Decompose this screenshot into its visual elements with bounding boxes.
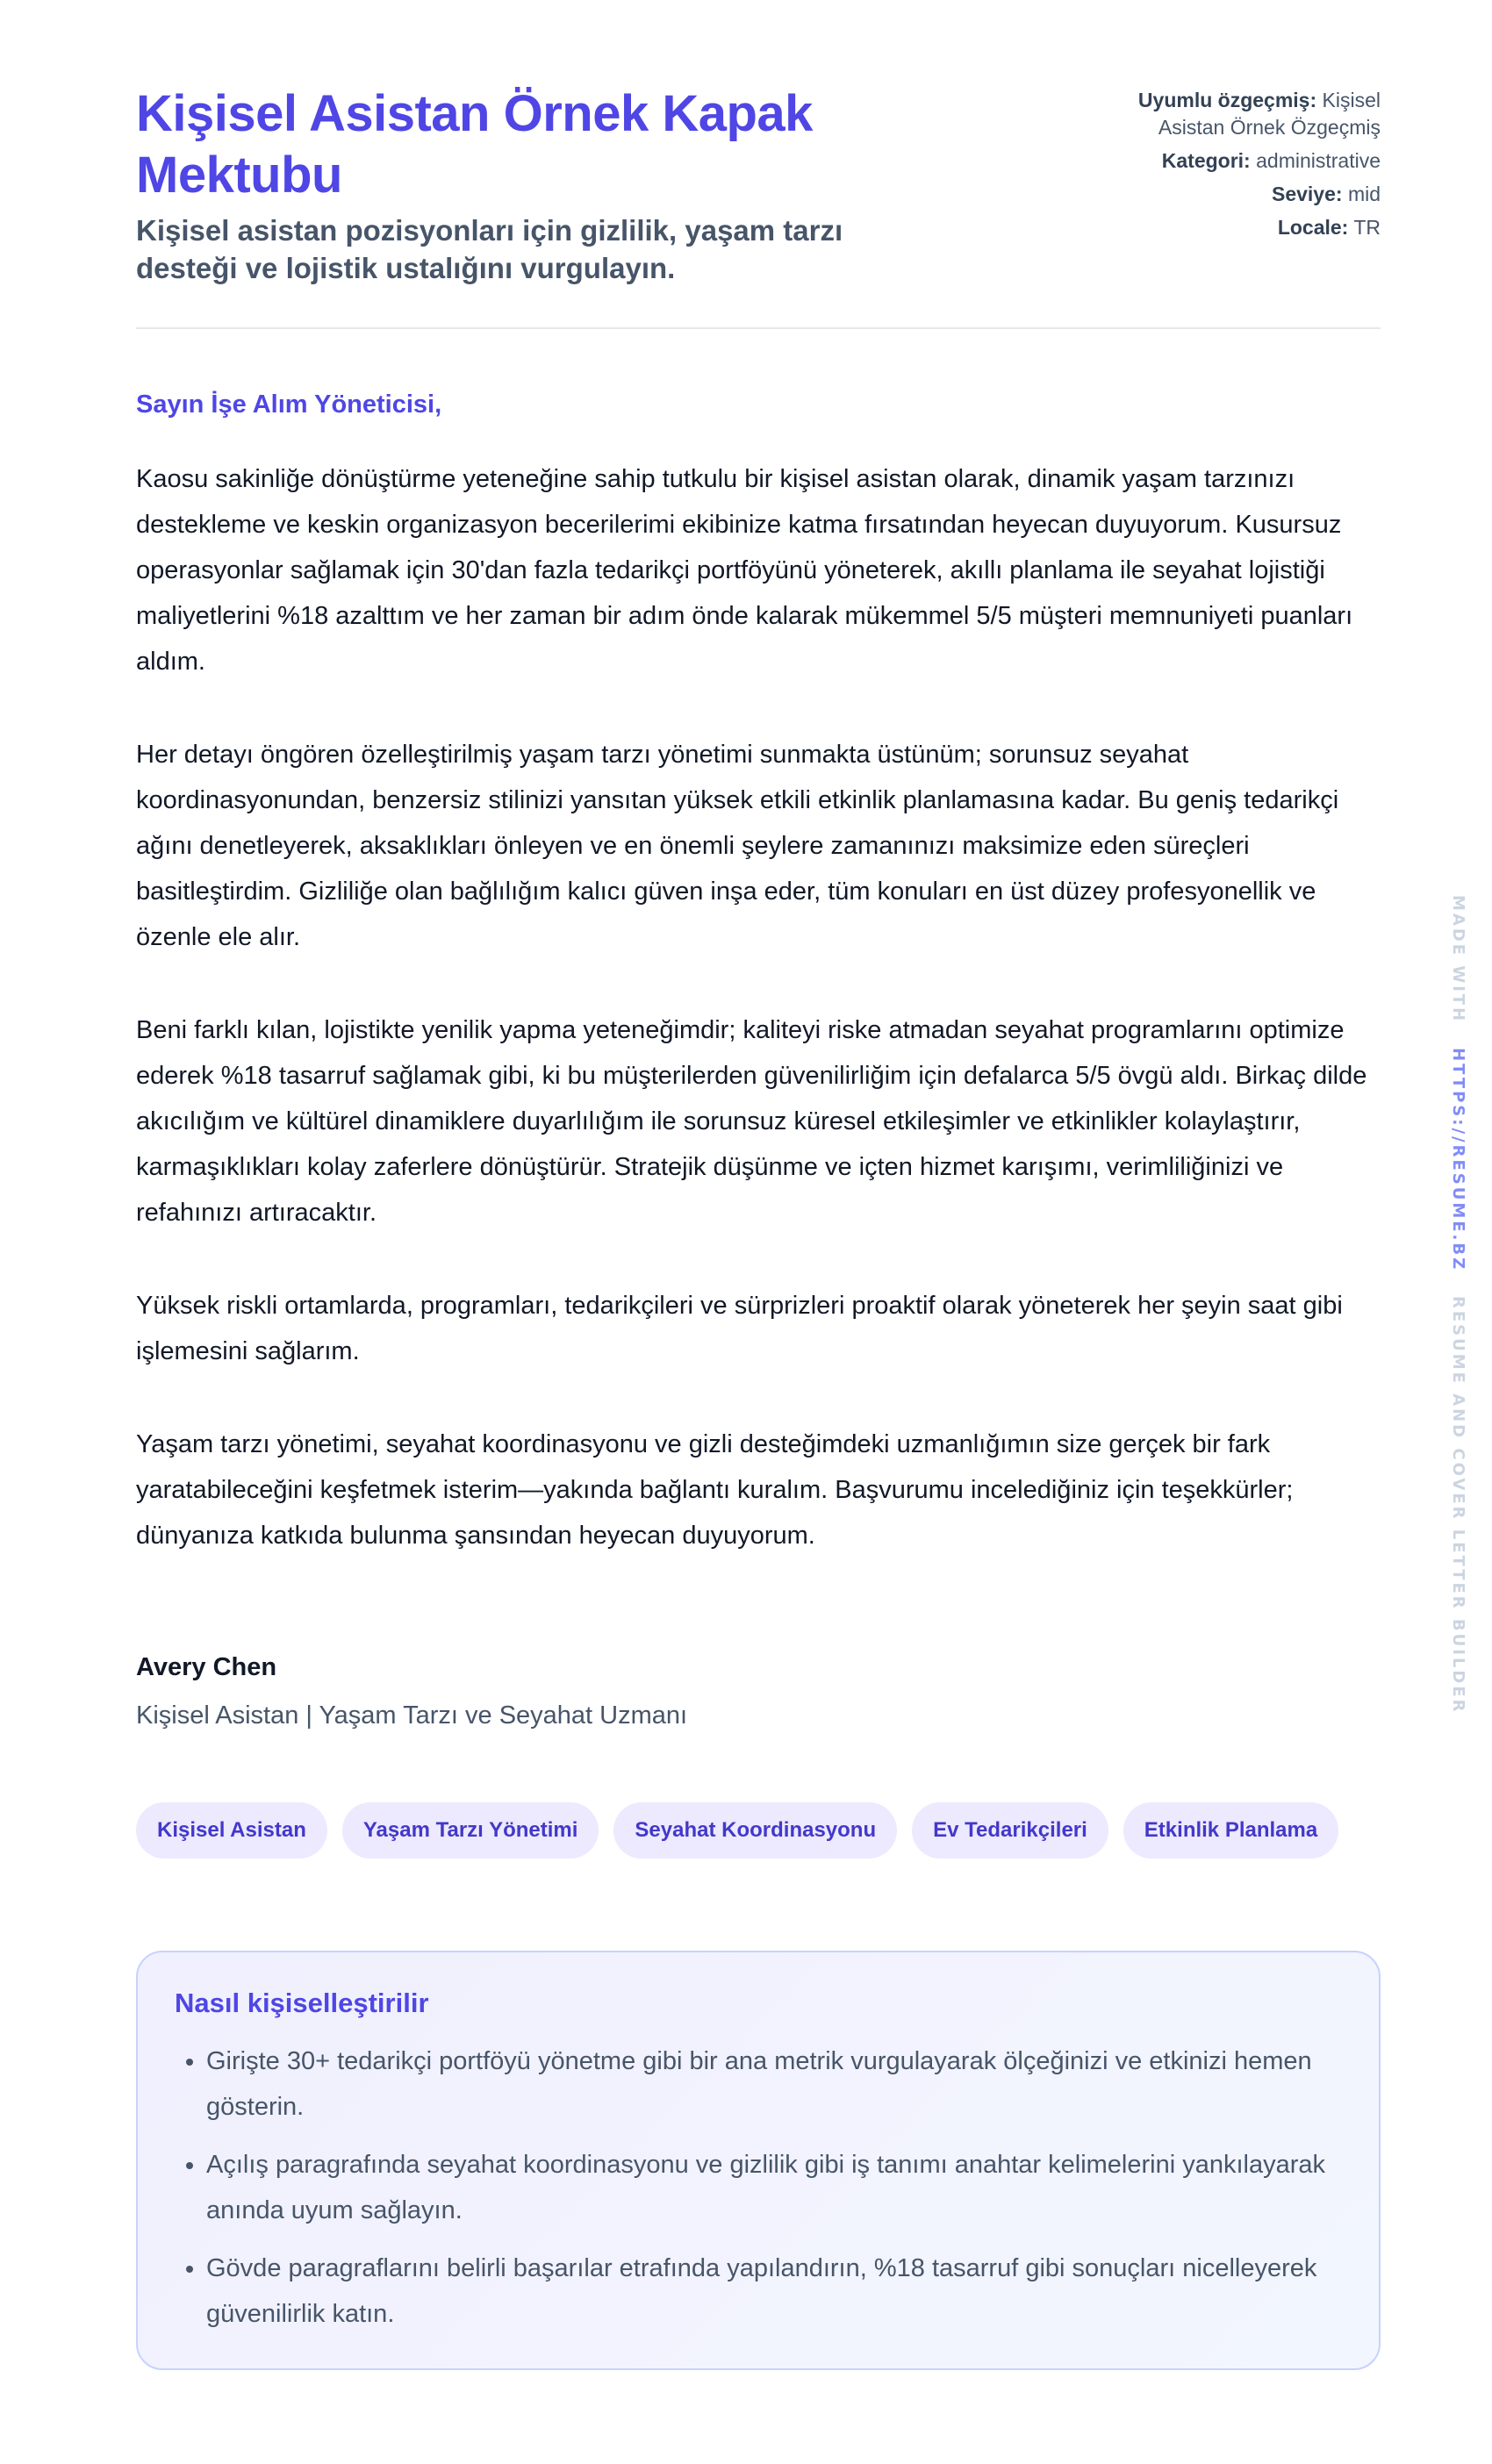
meta-category-value: administrative bbox=[1256, 149, 1381, 172]
page-title: Kişisel Asistan Örnek Kapak Mektubu bbox=[136, 85, 813, 204]
credit-prefix: MADE WITH bbox=[1449, 895, 1467, 1024]
tips-card bbox=[136, 1951, 1381, 2370]
salutation: Sayın İşe Alım Yöneticisi, bbox=[136, 390, 442, 419]
tip-item: • Girişte 30+ tedarikçi portföyü yönetme gibi bir ana metrik vurgulayarak ölçeğinizi ve etkinizi hemen gösterin. bbox=[206, 2038, 1342, 2130]
credit-suffix: RESUME AND COVER LETTER BUILDER bbox=[1449, 1295, 1467, 1715]
meta-level-label: Seviye: bbox=[1271, 183, 1343, 205]
header bbox=[136, 83, 1381, 287]
meta-locale-value: TR bbox=[1353, 216, 1381, 239]
meta-locale bbox=[1091, 214, 1381, 241]
meta-resume-value[interactable]: Kişisel Asistan Örnek Özgeçmiş bbox=[1158, 89, 1381, 139]
sidebar-credit bbox=[1449, 895, 1467, 1715]
letter-paragraph: Yüksek riskli ortamlarda, programları, tedarikçileri ve sürprizleri proaktif olarak yöneterek her şeyin saat gibi işlemesini sağlarım. bbox=[136, 1292, 1343, 1365]
tag-chip[interactable]: Yaşam Tarzı Yönetimi bbox=[342, 1802, 599, 1859]
meta-panel bbox=[1091, 87, 1381, 247]
meta-resume-label: Uyumlu özgeçmiş: bbox=[1137, 89, 1317, 111]
page-subtitle: Kişisel asistan pozisyonları için gizlilik, yaşam tarzı desteği ve lojistik ustalığını vurgulayın. bbox=[136, 214, 843, 284]
letter-paragraph: Her detayı öngören özelleştirilmiş yaşam tarzı yönetimi sunmakta üstünüm; sorunsuz seyahat koordinasyonundan, benzersiz stilinizi yansıtan yüksek etkili etkinlik planlamasına kadar. Bu geniş tedarikçi ağını denetleyerek, aksaklıkları önleyen ve en önemli şeylere zamanınızı maksimize eden süreçleri basitleştirdim. Gizliliğe olan bağlılığım kalıcı güven inşa eder, tüm konuları en üst düzey profesyonellik ve özenle ele alır. bbox=[136, 741, 1339, 951]
tip-item: • Gövde paragraflarını belirli başarılar etrafında yapılandırın, %18 tasarruf gibi sonuçları nicelleyerek güvenilirlik katın. bbox=[206, 2246, 1342, 2337]
tip-item: • Açılış paragrafında seyahat koordinasyonu ve gizlilik gibi iş tanımı anahtar kelimelerini yankılayarak anında uyum sağlayın. bbox=[206, 2142, 1342, 2233]
tips-list bbox=[175, 2038, 1342, 2337]
credit-link[interactable]: HTTPS://RESUME.BZ bbox=[1449, 1048, 1467, 1272]
meta-category bbox=[1091, 147, 1381, 175]
tag-chip[interactable]: Ev Tedarikçileri bbox=[912, 1802, 1108, 1859]
meta-level-value: mid bbox=[1347, 183, 1381, 205]
cover-letter-page bbox=[136, 83, 1381, 2370]
tips-title: Nasıl kişiselleştirilir bbox=[175, 1988, 429, 2018]
meta-resume bbox=[1091, 87, 1381, 141]
letter-paragraph: Yaşam tarzı yönetimi, seyahat koordinasyonu ve gizli desteğimdeki uzmanlığımın size gerçek bir fark yaratabileceğini keşfetmek isterim—yakında bağlantı kuralım. Başvurumu incelediğiniz için teşekkürler; dünyanıza katkıda bulunma şansından heyecan duyuyorum. bbox=[136, 1430, 1294, 1550]
letter-paragraph: Kaosu sakinliğe dönüştürme yeteneğine sahip tutkulu bir kişisel asistan olarak, dinamik yaşam tarzınızı destekleme ve keskin organizasyon becerilerimi ekibinize katma fırsatından heyecan duyuyorum. Kusursuz operasyonlar sağlamak için 30'dan fazla tedarikçi portföyünü yöneterek, akıllı planlama ile seyahat lojistiği maliyetlerini %18 azalttım ve her zaman bir adım önde kalarak mükemmel 5/5 müşteri memnuniyeti puanları aldım. bbox=[136, 465, 1353, 676]
tag-list bbox=[136, 1802, 1381, 1859]
header-divider bbox=[136, 327, 1381, 329]
tag-chip[interactable]: Seyahat Koordinasyonu bbox=[613, 1802, 897, 1859]
meta-category-label: Kategori: bbox=[1161, 149, 1251, 172]
letter-paragraph: Beni farklı kılan, lojistikte yenilik yapma yeteneğimdir; kaliteyi riske atmadan seyahat programlarını optimize ederek %18 tasarruf sağlamak gibi, ki bu müşterilerden güvenilirliğim için defalarca 5/5 övgü aldı. Birkaç dilde akıcılığım ve kültürel dinamiklere duyarlılığım ile sorunsuz küresel etkileşimler ve etkinlikler kolaylaştırır, karmaşıklıkları kolay zaferlere dönüştürür. Stratejik düşünme ve içten hizmet karışımı, verimliliğinizi ve refahınızı artıracaktır. bbox=[136, 1016, 1367, 1227]
tag-chip[interactable]: Etkinlik Planlama bbox=[1123, 1802, 1338, 1859]
signature-title: Kişisel Asistan | Yaşam Tarzı ve Seyahat Uzmanı bbox=[136, 1701, 688, 1730]
meta-locale-label: Locale: bbox=[1277, 216, 1349, 239]
signature-name: Avery Chen bbox=[136, 1653, 277, 1681]
meta-level bbox=[1091, 181, 1381, 208]
tag-chip[interactable]: Kişisel Asistan bbox=[136, 1802, 327, 1859]
title-block bbox=[136, 83, 943, 287]
